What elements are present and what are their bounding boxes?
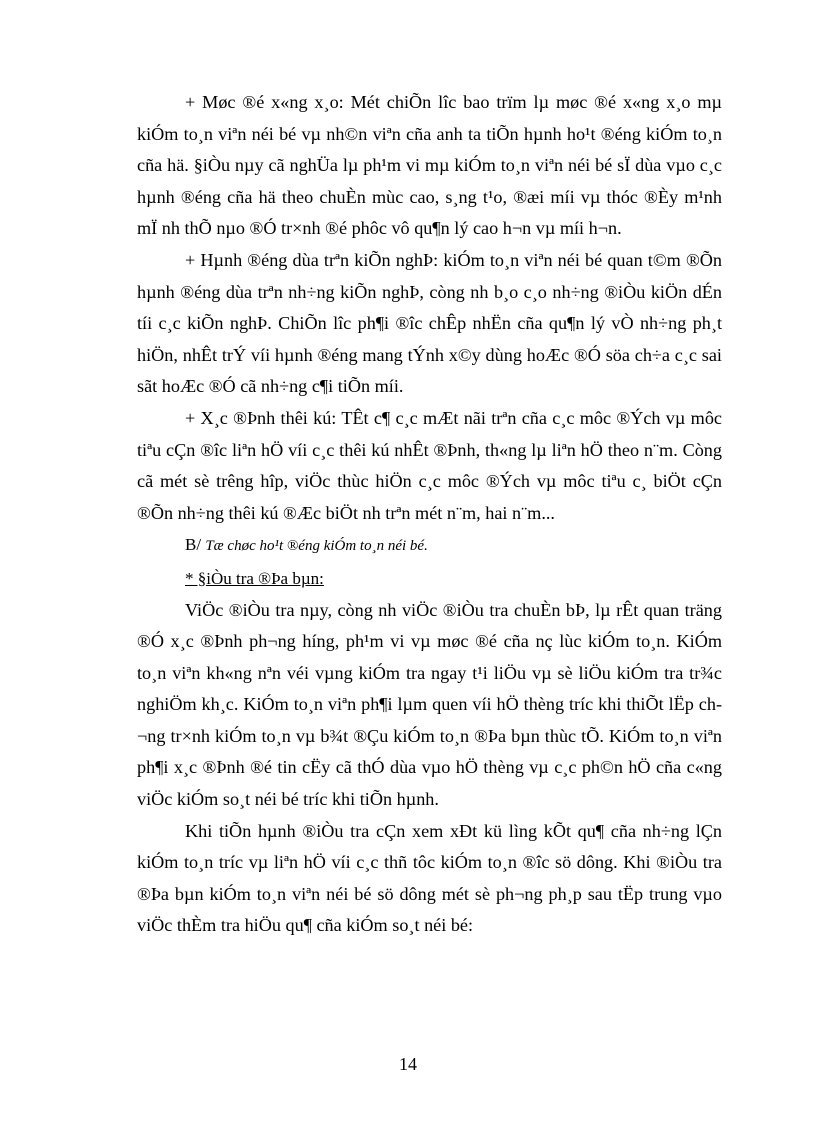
paragraph-survey-methods: Khi tiÕn hµnh ®iÒu tra cÇn xem xÐt kü lìng kÕt qu¶ cña nh÷ng lÇn kiÓm to¸n tríc vµ liªn hÖ víi c¸c thñ tôc kiÓm to¸n ®îc sö dông. Khi ®iÒu tra ®Þa bµn kiÓm to¸n viªn néi bé sö dông mét sè ph¬ng ph¸p sau tËp trung vµo viÖc thÈm tra hiÖu qu¶ cña kiÓm so¸t néi bé: — [137, 820, 722, 936]
sub-heading-field-survey: * §iÒu tra ®Þa bµn: — [185, 568, 324, 588]
section-heading-prefix: B/ — [185, 535, 202, 555]
section-heading-b — [137, 529, 722, 563]
paragraph-action-on-recommendations: + Hµnh ®éng dùa trªn kiÕn nghÞ: kiÓm to¸n viªn néi bé quan t©m ®Õn hµnh ®éng dùa trªn nh÷ng kiÕn nghÞ, còng nh b¸o c¸o nh÷ng ®iÒu kiÖn dÉn tíi c¸c kiÕn nghÞ. ChiÕn lîc ph¶i ®îc chÊp nhËn cña qu¶n lý vÒ nh÷ng ph¸t hiÖn, nhÊt trÝ víi hµnh ®éng mang tÝnh x©y dùng hoÆc ®Ó söa ch÷a c¸c sai sãt hoÆc ®Ó cã nh÷ng c¶i tiÕn míi. — [137, 249, 722, 397]
section-heading-title: Tæ chøc ho¹t ®éng kiÓm to¸n néi bé. — [205, 538, 428, 555]
page-number: 14 — [399, 1054, 417, 1074]
paragraph-survey-importance: ViÖc ®iÒu tra nµy, còng nh viÖc ®iÒu tra chuÈn bÞ, lµ rÊt quan träng ®Ó x¸c ®Þnh ph¬ng híng, ph¹m vi vµ møc ®é cña nç lùc kiÓm to¸n. KiÓm to¸n viªn kh«ng nªn véi vµng kiÓm tra ngay t¹i liÖu vµ sè liÖu kiÓm tra tr¾c nghiÖm kh¸c. KiÓm to¸n viªn ph¶i lµm quen víi hÖ thèng tríc khi thiÕt lËp ch¬ng tr×nh kiÓm to¸n vµ b¾t ®Çu kiÓm to¸n ®Þa bµn thùc tÕ. KiÓm to¸n viªn ph¶i x¸c ®Þnh ®é tin cËy cã thÓ dùa vµo hÖ thèng vµ c¸c ph©n hÖ cña c«ng viÖc kiÓm so¸t néi bé tríc khi tiÕn hµnh. — [137, 599, 722, 810]
body-text — [137, 87, 722, 942]
paragraph-time-period: + X¸c ®Þnh thêi kú: TÊt c¶ c¸c mÆt nãi trªn cña c¸c môc ®Ých vµ môc tiªu cÇn ®îc liªn hÖ víi c¸c thêi kú nhÊt ®Þnh, th«ng lµ liªn hÖ theo n¨m. Còng cã mét sè trêng hîp, viÖc thùc hiÖn c¸c môc ®Ých vµ môc tiªu c¸ biÖt cÇn ®Õn nh÷ng thêi kú ®Æc biÖt nh trªn mét n¨m, hai n¨m... — [137, 407, 722, 523]
paragraph-aggressiveness: + Møc ®é x«ng x¸o: Mét chiÕn lîc bao trïm lµ møc ®é x«ng x¸o mµ kiÓm to¸n viªn néi bé vµ nh©n viªn cña anh ta tiÕn hµnh ho¹t ®éng kiÓm to¸n cña hä. §iÒu nµy cã nghÜa lµ ph¹m vi mµ kiÓm to¸n viªn néi bé sÏ dùa vµo c¸c hµnh ®éng cña hä theo chuÈn mùc cao, s¸ng t¹o, ®æi míi vµ thóc ®Èy m¹nh mÏ nh thÕ nµo ®Ó tr×nh ®é phôc vô qu¶n lý cao h¬n vµ míi h¬n. — [137, 92, 722, 239]
